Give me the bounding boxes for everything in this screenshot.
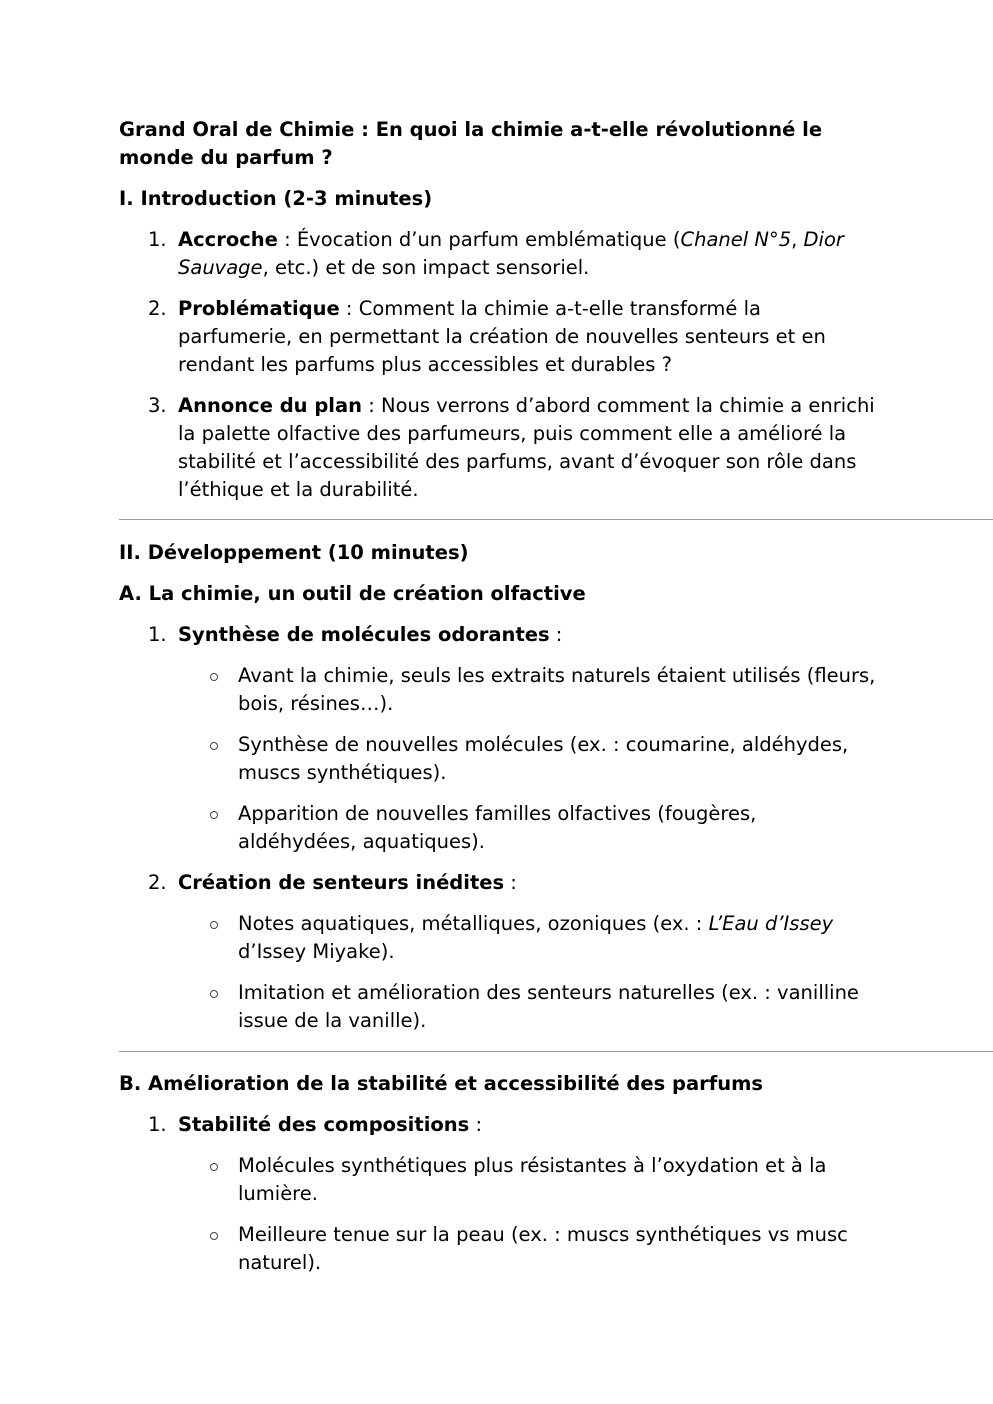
bullet-item — [119, 1152, 879, 1208]
part-a-list-continued — [119, 869, 879, 897]
bullet-text: Meilleure tenue sur la peau (ex. : muscs synthétiques vs musc naturel). — [238, 1223, 848, 1274]
item-text: , etc.) et de son impact sensoriel. — [262, 256, 590, 279]
list-number: 3. — [148, 394, 167, 417]
item-label: Problématique — [178, 297, 340, 320]
item-label: Annonce du plan — [178, 394, 363, 417]
bullet-item — [119, 910, 879, 966]
document-content — [119, 116, 879, 1277]
title-line-2: monde du parfum ? — [119, 146, 333, 169]
bullet-text: Molécules synthétiques plus résistantes à l’oxydation et à la lumière. — [238, 1154, 827, 1205]
creation-bullets — [119, 910, 879, 1035]
title-line-1: Grand Oral de Chimie : En quoi la chimie a-t-elle révolutionné le — [119, 118, 823, 141]
part-b-list — [119, 1111, 879, 1139]
circle-bullet-icon — [210, 990, 218, 998]
document-title — [119, 116, 879, 172]
circle-bullet-icon — [210, 1232, 218, 1240]
item-separator: : — [469, 1113, 483, 1136]
list-number: 1. — [148, 1113, 167, 1136]
list-item-problematique — [119, 295, 879, 379]
circle-bullet-icon — [210, 921, 218, 929]
item-separator: : — [549, 623, 563, 646]
list-number: 1. — [148, 623, 167, 646]
item-italic: Dior Sauvage — [178, 228, 844, 279]
bullet-italic: L’Eau d’Issey — [708, 912, 834, 935]
item-italic: Chanel N°5 — [680, 228, 792, 251]
circle-bullet-icon — [210, 811, 218, 819]
bullet-item — [119, 731, 879, 787]
bullet-item — [119, 662, 879, 718]
list-item-synthese — [119, 621, 879, 649]
item-text: , — [791, 228, 804, 251]
bullet-text: d’Issey Miyake). — [238, 940, 395, 963]
list-item-accroche — [119, 226, 879, 282]
bullet-text: Apparition de nouvelles familles olfactives (fougères, aldéhydées, aquatiques). — [238, 802, 757, 853]
bullet-text: Avant la chimie, seuls les extraits naturels étaient utilisés (fleurs, bois, résines…). — [238, 664, 876, 715]
bullet-item — [119, 979, 879, 1035]
part-a-heading: A. La chimie, un outil de création olfactive — [119, 582, 586, 605]
circle-bullet-icon — [210, 1163, 218, 1171]
section-developpement-heading: II. Développement (10 minutes) — [119, 541, 469, 564]
introduction-list — [119, 226, 879, 504]
list-item-stabilite — [119, 1111, 879, 1139]
item-separator: : — [339, 297, 359, 320]
item-label: Stabilité des compositions — [178, 1113, 470, 1136]
part-a-list — [119, 621, 879, 649]
bullet-item — [119, 800, 879, 856]
bullet-text: Synthèse de nouvelles molécules (ex. : coumarine, aldéhydes, muscs synthétiques). — [238, 733, 849, 784]
item-label: Synthèse de molécules odorantes — [178, 623, 550, 646]
item-text: Évocation d’un parfum emblématique ( — [296, 228, 681, 251]
horizontal-rule — [119, 1051, 993, 1052]
item-text: Nous verrons d’abord comment la chimie a enrichi la palette olfactive des parfumeurs, puis comment elle a amélioré la stabilité et l’accessibilité des parfums, avant d’évoquer son rôle dans l’éthique et la durabilité. — [178, 394, 875, 501]
list-number: 2. — [148, 871, 167, 894]
bullet-item — [119, 1221, 879, 1277]
circle-bullet-icon — [210, 673, 218, 681]
item-label: Création de senteurs inédites — [178, 871, 505, 894]
item-text: Comment la chimie a-t-elle transformé la parfumerie, en permettant la création de nouvelles senteurs et en rendant les parfums plus accessibles et durables ? — [178, 297, 826, 376]
part-b-heading: B. Amélioration de la stabilité et accessibilité des parfums — [119, 1072, 764, 1095]
item-label: Accroche — [178, 228, 278, 251]
item-separator: : — [362, 394, 381, 417]
horizontal-rule — [119, 519, 993, 520]
list-item-annonce-du-plan — [119, 392, 879, 504]
circle-bullet-icon — [210, 742, 218, 750]
item-separator: : — [504, 871, 517, 894]
bullet-text: Imitation et amélioration des senteurs naturelles (ex. : vanilline issue de la vanille). — [238, 981, 859, 1032]
list-number: 1. — [148, 228, 167, 251]
list-number: 2. — [148, 297, 167, 320]
list-item-creation — [119, 869, 879, 897]
section-introduction-heading: I. Introduction (2-3 minutes) — [119, 187, 433, 210]
synthese-bullets — [119, 662, 879, 856]
item-separator: : — [277, 228, 297, 251]
stabilite-bullets — [119, 1152, 879, 1277]
bullet-text: Notes aquatiques, métalliques, ozoniques (ex. : — [238, 912, 709, 935]
